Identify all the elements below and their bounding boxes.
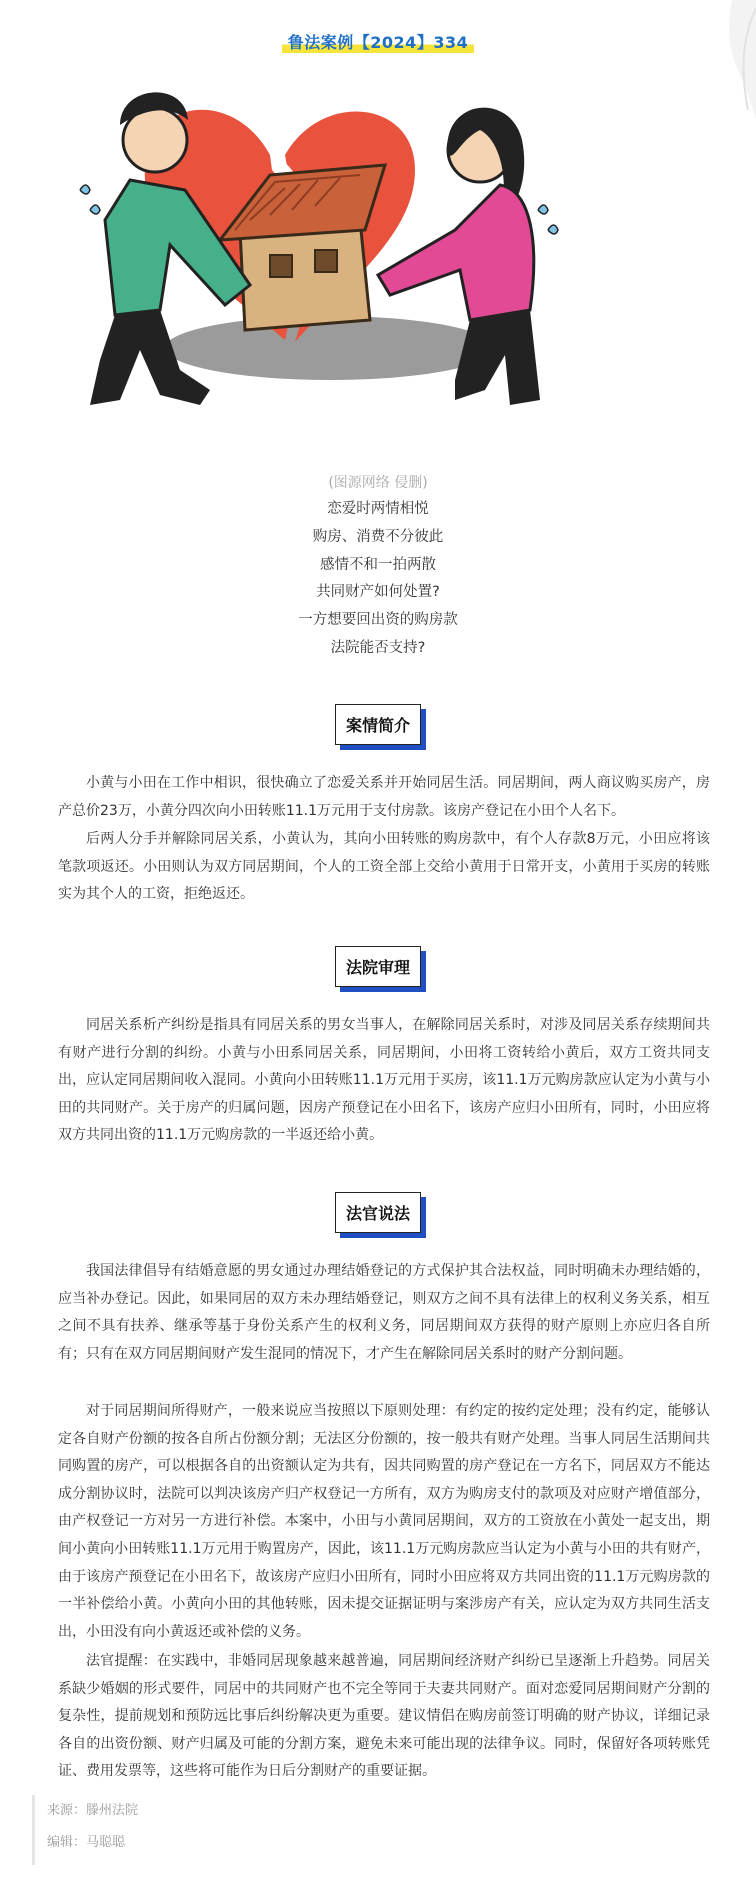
image-caption: (图源网络 侵删): [328, 475, 428, 491]
summary-paragraph: 小黄与小田在工作中相识，很快确立了恋爱关系并开始同居生活。同居期间，两人商议购买房产，房产总价23万，小黄分四次向小田转账11.1万元用于支付房款。该房产登记在小田个人名下。: [58, 775, 710, 819]
section-heading-summary: [0, 704, 756, 745]
section-title-summary: 案情简介: [335, 704, 421, 745]
editor-line: 编辑：马聪聪: [47, 1835, 126, 1850]
judge-paragraph: 法官提醒：在实践中，非婚同居现象越来越普遍，同居期间经济财产纠纷已呈逐渐上升趋势。同居关系缺少婚姻的形式要件，同居中的共同财产也不完全等同于夫妻共同财产。面对恋爱同居期间财产分割的复杂性，提前规划和预防远比事后纠纷解决更为重要。建议情侣在购房前签订明确的财产协议，详细记录各自的出资份额、财产归属及可能的分割方案，避免未来可能出现的法律争议。同时，保留好各项转账凭证、费用发票等，这些将可能作为日后分割财产的重要证据。: [58, 1653, 710, 1780]
section-title-trial: 法院审理: [335, 946, 421, 987]
trial-paragraph: 同居关系析产纠纷是指具有同居关系的男女当事人，在解除同居关系时，对涉及同居关系存续期间共有财产进行分割的纠纷。小黄与小田系同居关系，同居期间，小田将工资转给小黄后，双方工资共同支出，应认定同居期间收入混同。小黄向小田转账11.1万元用于买房，该11.1万元购房款应认定为小黄与小田的共同财产。关于房产的归属问题，因房产预登记在小田名下，该房产应归小田所有，同时，小田应将双方共同出资的11.1万元购房款的一半返还给小黄。: [58, 1017, 710, 1144]
source-line: 来源：滕州法院: [47, 1803, 139, 1818]
section-title-judge: 法官说法: [335, 1192, 421, 1233]
intro-line: 一方想要回出资的购房款: [298, 612, 458, 629]
couple-house-illustration: [60, 70, 620, 470]
intro-lines: [0, 496, 756, 663]
case-number-text: 鲁法案例【2024】334: [282, 30, 474, 55]
intro-line: 购房、消费不分彼此: [312, 528, 444, 545]
judge-paragraph: 我国法律倡导有结婚意愿的男女通过办理结婚登记的方式保护其合法权益，同时明确未办理结婚的，应当补办登记。因此，如果同居的双方未办理结婚登记，则双方之间不具有法律上的权利义务关系，相互之间不具有扶养、继承等基于身份关系产生的权利义务，同居期间双方获得的财产原则上亦应归各自所有；只有在双方同居期间财产发生混同的情况下，才产生在解除同居关系时的财产分割问题。: [58, 1263, 710, 1362]
corner-decoration: [728, 0, 756, 120]
intro-line: 感情不和一拍两散: [320, 556, 436, 573]
intro-line: 恋爱时两情相悦: [327, 501, 429, 517]
section-heading-judge: [0, 1192, 756, 1233]
case-number-heading: [0, 30, 756, 55]
judge-paragraph: 对于同居期间所得财产，一般来说应当按照以下原则处理：有约定的按约定处理；没有约定，能够认定各自财产份额的按各自所占份额分割；无法区分份额的，按一般共有财产处理。当事人同居生活期间共同购置的房产，可以根据各自的出资额认定为共有，因共同购置的房产登记在一方名下，同居双方不能达成分割协议时，法院可以判决该房产归产权登记一方所有，双方为购房支付的款项及对应财产增值部分，由产权登记一方对另一方进行补偿。本案中，小田与小黄同居期间，双方的工资放在小黄处一起支出，期间小黄向小田转账11.1万元用于购置房产，因此，该11.1万元购房款应当认定为小黄与小田的共有财产，由于该房产预登记在小田名下，故该房产应归小田所有，同时小田应将双方共同出资的11.1万元购房款的一半补偿给小黄。小黄向小田的其他转账，因未提交证据证明与案涉房产有关，应认定为双方共同生活支出，小田没有向小黄返还或补偿的义务。: [58, 1403, 710, 1640]
source-block: [32, 1795, 138, 1865]
intro-line: 共同财产如何处置?: [316, 584, 440, 601]
section-heading-trial: [0, 946, 756, 987]
summary-paragraph: 后两人分手并解除同居关系，小黄认为，其向小田转账的购房款中，有个人存款8万元，小田应将该笔款项返还。小田则认为双方同居期间，个人的工资全部上交给小黄用于日常开支，小黄用于买房的转账实为其个人的工资，拒绝返还。: [58, 831, 710, 903]
intro-line: 法院能否支持?: [330, 639, 426, 656]
